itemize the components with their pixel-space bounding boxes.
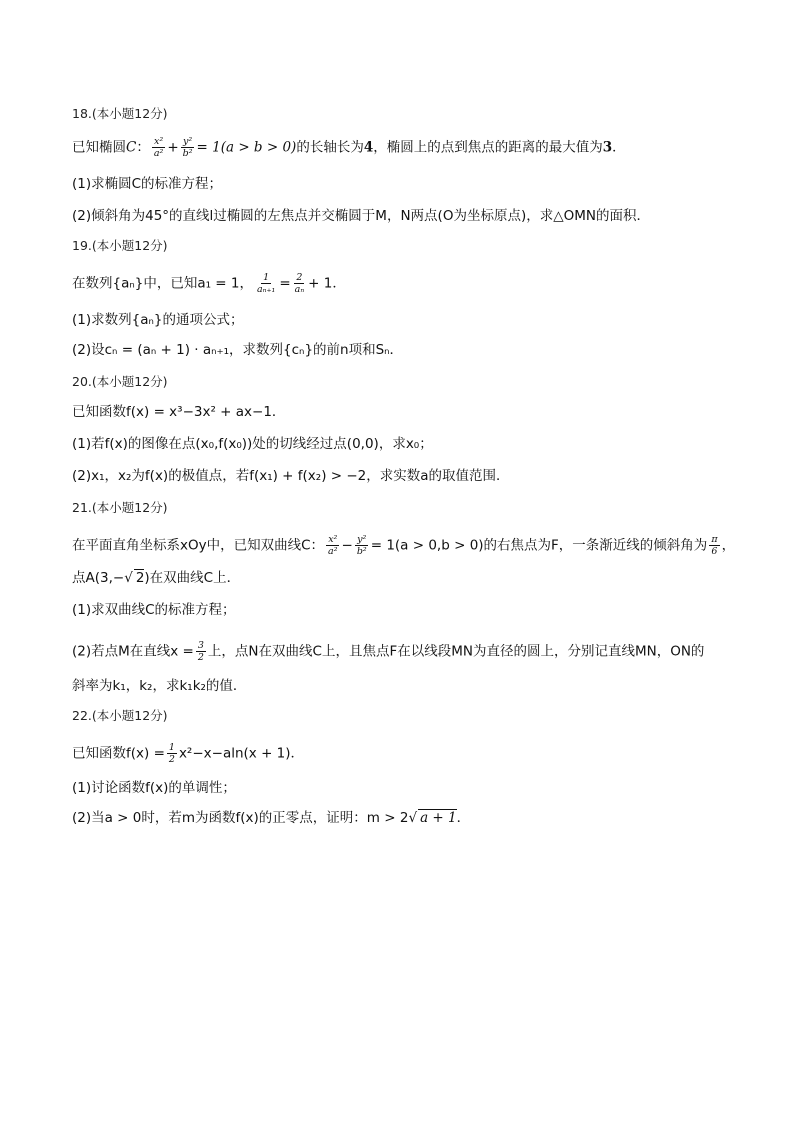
fraction-x2-a2: $\frac{\text{x²}}{\text{a²}}$ [328,534,338,557]
fraction-1-over-2: $\frac{1}{2}$ [168,742,175,765]
problem-19-stem: 在数列{aₙ}中，已知a₁ = 1， $\frac{1}{\text{aₙ₊₁}}$ = $\frac{2}{\text{aₙ}}$ + 1． [72,272,346,295]
fraction-pi-over-6: $\frac{\pi}{6}$ [711,534,718,557]
problem-20-stem: 已知函数f(x) = x³−3x² + ax−1． [72,404,286,420]
problem-21-stem: 在平面直角坐标系xOy中，已知双曲线C： $\frac{\text{x²}}{\text{a²}}$ − $\frac{\text{y²}}{\text{b²}}$ = 1(a > 0,b > 0)的右焦点为F，一条渐近线的倾斜角为 $\frac{\pi}{6}$ ， [72,534,736,557]
problem-22-header: 22.(本小题12分) [72,708,168,723]
fraction-y2-b2: $\frac{\text{y²}}{\text{b²}}$ [356,534,367,557]
problem-20-part1: (1)若f(x)的图像在点(x₀,f(x₀))处的切线经过点(0,0)，求x₀； [72,436,433,452]
problem-22-stem: 已知函数f(x) = $\frac{1}{2}$ x²−x−aln(x + 1)． [72,742,305,765]
problem-22-part2: (2)当a > 0时，若m为函数f(x)的正零点，证明：m > 2√ a + 1． [72,810,471,826]
fraction-1-over-an1: $\frac{1}{\text{aₙ₊₁}}$ [257,272,276,295]
sqrt-symbol: √ [408,810,418,826]
sqrt-symbol: √ [124,570,133,586]
problem-21-part1: (1)求双曲线C的标准方程； [72,602,236,618]
problem-21-point: 点A(3,−√ 2)在双曲线C上． [72,570,241,586]
problem-18-part1: (1)求椭圆C的标准方程； [72,176,223,192]
problem-20-part2: (2)x₁，x₂为f(x)的极值点，若f(x₁) + f(x₂) > −2，求实数a的取值范围． [72,468,510,484]
fraction-y2-b2: $\frac{\text{y²}}{\text{b²}}$ [182,136,193,159]
problem-22-part1: (1)讨论函数f(x)的单调性； [72,780,236,796]
fraction-2-over-an: $\frac{2}{\text{aₙ}}$ [294,272,305,295]
problem-21-header: 21.(本小题12分) [72,500,168,515]
problem-18-part2: (2)倾斜角为45°的直线l过椭圆的左焦点并交椭圆于M，N两点(O为坐标原点)，求△OMN的面积． [72,208,650,224]
problem-18-stem: 已知椭圆C： $\frac{\text{x²}}{\text{a²}}$ + $\frac{\text{y²}}{\text{b²}}$ = 1(a > b > 0)的长轴长为4，椭圆上的点到焦点的距离的最大值为3． [72,136,626,159]
problem-19-part2: (2)设cₙ = (aₙ + 1) · aₙ₊₁，求数列{cₙ}的前n项和Sₙ． [72,342,404,358]
problem-21-part2-cont: 斜率为k₁，k₂，求k₁k₂的值． [72,678,247,694]
problem-20-header: 20.(本小题12分) [72,374,168,389]
problem-18-header: 18.(本小题12分) [72,106,168,121]
problem-21-part2: (2)若点M在直线x = $\frac{3}{2}$ 上，点N在双曲线C上，且焦点F在以线段MN为直径的圆上，分别记直线MN，ON的 [72,640,705,663]
fraction-x2-a2: $\frac{\text{x²}}{\text{a²}}$ [153,136,164,159]
problem-19-part1: (1)求数列{aₙ}的通项公式； [72,312,244,328]
problem-19-header: 19.(本小题12分) [72,238,168,253]
fraction-3-over-2: $\frac{3}{2}$ [197,640,204,663]
